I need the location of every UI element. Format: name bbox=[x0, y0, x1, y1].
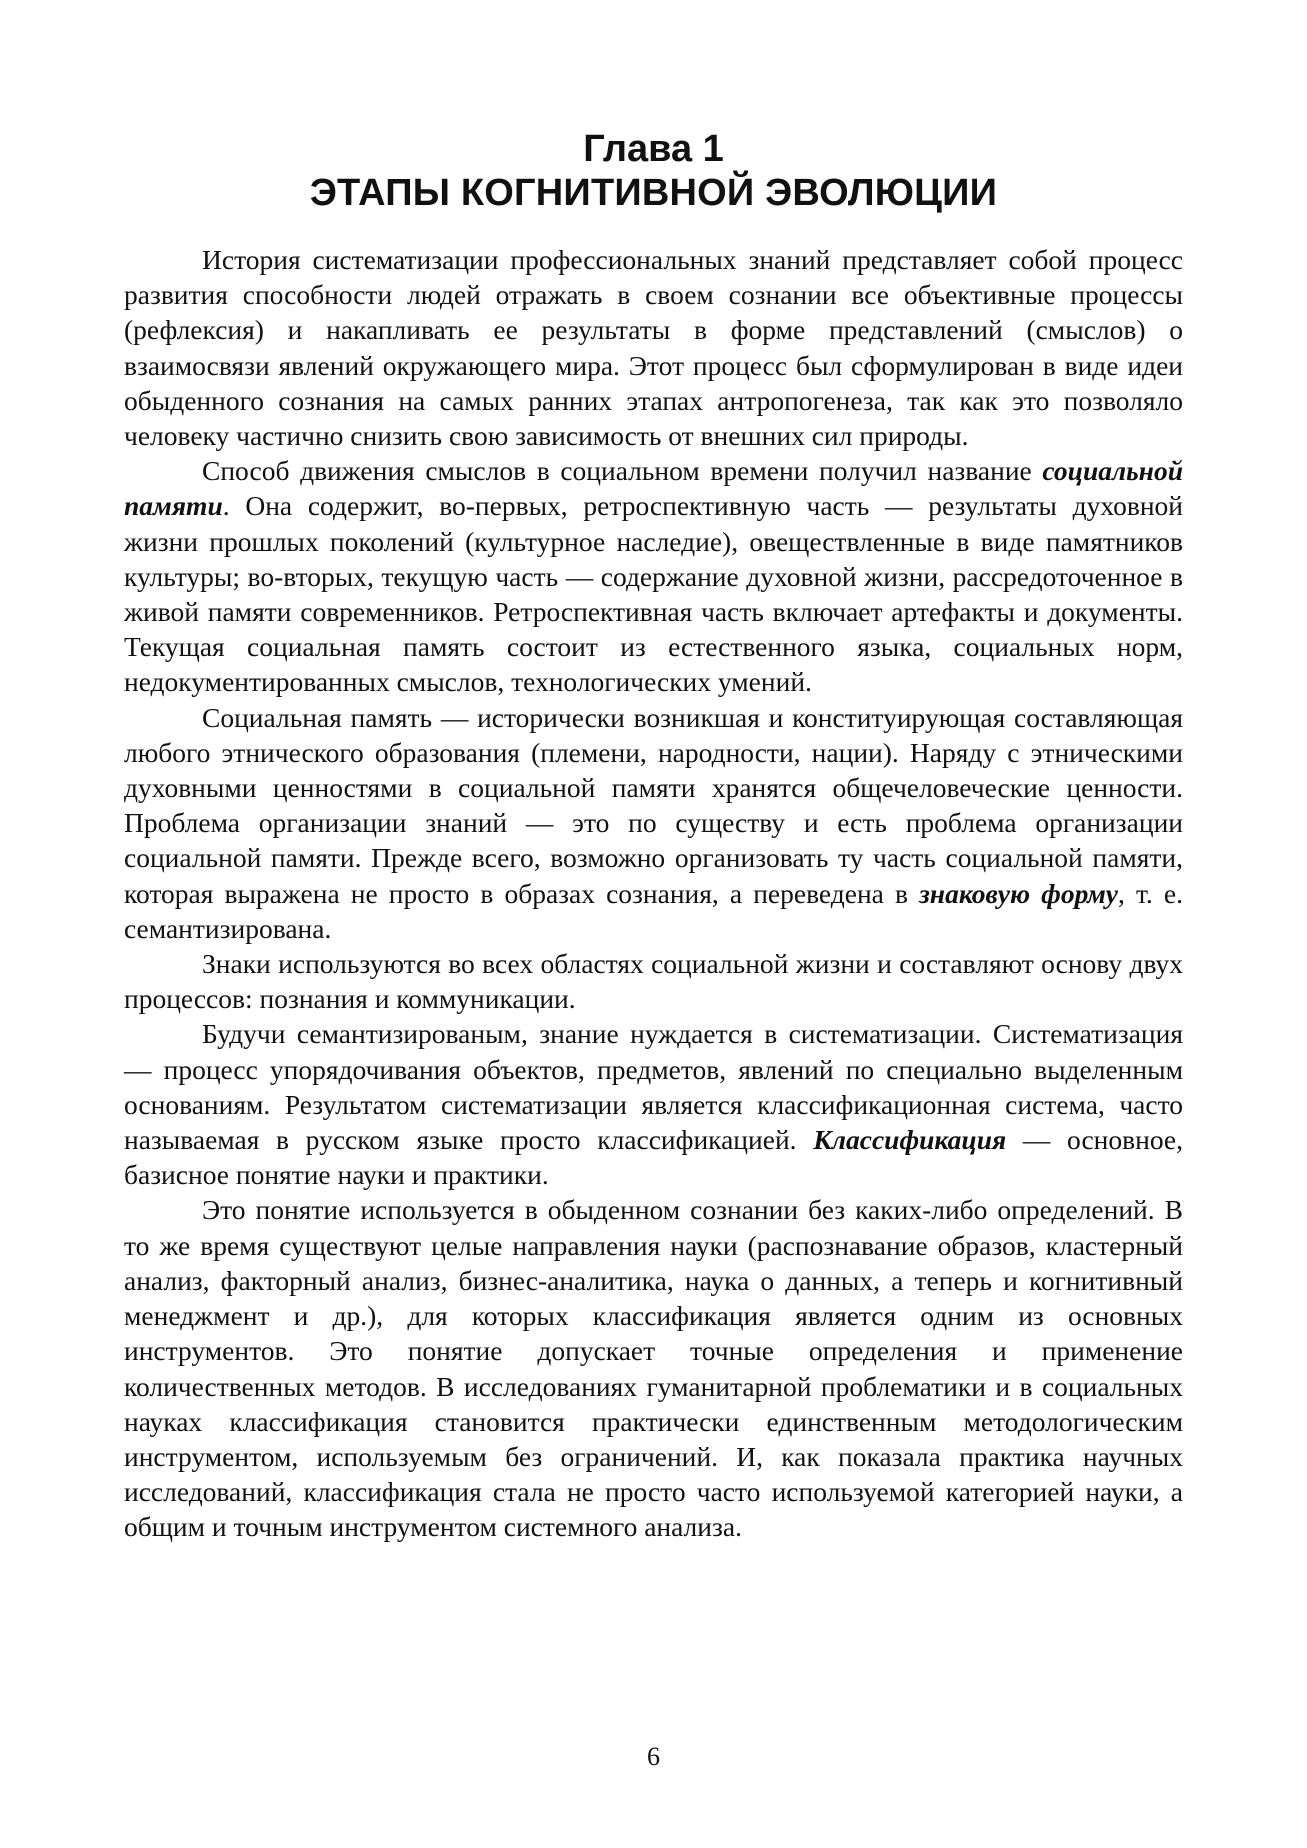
term-classification: Классификация bbox=[813, 1124, 1007, 1156]
paragraph-2-text-after: . Она содержит, во-первых, ретроспективную часть — результаты духовной жизни прошлых поколений (культурное наследие), овеществленные в виде памятников культуры; во-вторых, текущую часть — содержание духовной жизни, рассредоточенное в живой памяти современников. Ретроспективная часть включает артефакты и документы. Текущая социальная память состоит из естественного языка, социальных норм, недокументированных смыслов, технологических умений. bbox=[124, 490, 1183, 698]
paragraph-6: Это понятие используется в обыденном сознании без каких-либо определений. В то же время существуют целые направления науки (распознавание образов, кластерный анализ, факторный анализ, бизнес-аналитика, наука о данных, а теперь и когнитивный менеджмент и др.), для которых классификация является одним из основных инструментов. Это понятие допускает точные определения и применение количественных методов. В исследованиях гуманитарной проблематики и в социальных науках классификация становится практически единственным методологическим инструментом, используемым без ограничений. И, как показала практика научных исследований, классификация стала не просто часто используемой категорией науки, а общим и точным инструментом системного анализа. bbox=[124, 1194, 1183, 1543]
paragraph-5-text-before: Будучи семантизированым, знание нуждается в систематизации. Систематизация — процесс упорядочивания объектов, предметов, явлений по специально выделенным основаниям. Результатом систематизации является классификационная система, часто называемая в русском языке просто классификацией. bbox=[124, 1018, 1183, 1156]
paragraph-2-text-before: Способ движения смыслов в социальном времени получил название bbox=[202, 455, 1043, 487]
term-social-memory: социальной памяти bbox=[124, 455, 1183, 522]
paragraph-3-text-after: , т. е. семантизирована. bbox=[124, 877, 1183, 944]
chapter-body bbox=[124, 242, 1183, 1545]
chapter-label: Глава 1 bbox=[583, 128, 724, 170]
page-number: 6 bbox=[647, 1742, 660, 1771]
paragraph-1: История систематизации профессиональных знаний представляет собой процесс развития способности людей отражать в своем сознании все объективные процессы (рефлексия) и накапливать ее результаты в форме представлений (смыслов) о взаимосвязи явлений окружающего мира. Этот процесс был сформулирован в виде идеи обыденного сознания на самых ранних этапах антропогенеза, так как это позволяло человеку частично снизить свою зависимость от внешних сил природы. bbox=[124, 244, 1183, 452]
paragraph-5-text-after: — основное, базисное понятие науки и практики. bbox=[124, 1124, 1183, 1191]
paragraph-2 bbox=[124, 453, 1183, 699]
chapter-title: ЭТАПЫ КОГНИТИВНОЙ ЭВОЛЮЦИИ bbox=[309, 172, 998, 214]
paragraph-3-text-before: Социальная память — исторически возникшая и конституирующая составляющая любого этнического образования (племени, народности, нации). Наряду с этническими духовными ценностями в социальной памяти хранятся общечеловеческие ценности. Проблема организации знаний — это по существу и есть проблема организации социальной памяти. Прежде всего, возможно организовать ту часть социальной памяти, которая выражена не просто в образах сознания, а переведена в bbox=[124, 701, 1183, 909]
paragraph-3 bbox=[124, 700, 1183, 946]
term-sign-form: знаковую форму bbox=[919, 877, 1118, 909]
paragraph-5 bbox=[124, 1016, 1183, 1192]
paragraph-4: Знаки используются во всех областях социальной жизни и составляют основу двух процессов: познания и коммуникации. bbox=[124, 948, 1183, 1015]
